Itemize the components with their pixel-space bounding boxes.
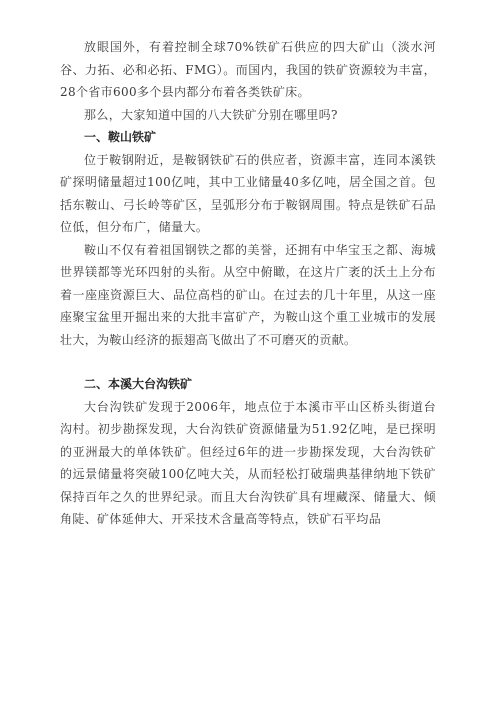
benxi-paragraph-1: 大台沟铁矿发现于2006年，地点位于本溪市平山区桥头街道台沟村。初步勘探发现，大台沟铁矿资源储量为51.92亿吨，是已探明的亚洲最大的单体铁矿。但经过6年的进一步勘探发现，大台沟铁矿的远景储量将突破100亿吨大关，从而轻松打破瑞典基律纳地下铁矿保持百年之久的世界纪录。而且大台沟铁矿具有埋藏深、储量大、倾角陡、矿体延伸大、开采技术含量高等特点，铁矿石平均品 — [60, 399, 436, 526]
intro-paragraph: 放眼国外，有着控制全球70%铁矿石供应的四大矿山（淡水河谷、力拓、必和必拓、FMG）。而国内，我国的铁矿资源较为丰富，28个省市600多个县内都分布着各类铁矿床。 — [60, 40, 436, 99]
anshan-paragraph-1: 位于鞍钢附近，是鞍钢铁矿石的供应者，资源丰富，连同本溪铁矿探明储量超过100亿吨，其中工业储量40多亿吨，居全国之首。包括东鞍山、弓长岭等矿区，呈弧形分布于鞍钢周围。特点是铁矿石品位低，但分布广，储量大。 — [60, 152, 436, 234]
question-paragraph: 那么，大家知道中国的八大铁矿分别在哪里吗? — [84, 107, 338, 122]
section-spacer — [60, 351, 436, 373]
section-heading-benxi: 二、本溪大台沟铁矿 — [84, 377, 193, 391]
anshan-paragraph-2: 鞍山不仅有着祖国钢铁之都的美誉，还拥有中华宝玉之都、海城世界镁都等光环四射的头衔。从空中俯瞰，在这片广袤的沃土上分布着一座座资源巨大、品位高档的矿山。在过去的几十年里，从这一座座聚宝盆里开掘出来的大批丰富矿产，为鞍山这个重工业城市的发展壮大，为鞍山经济的振翅高飞做出了不可磨灭的贡献。 — [60, 242, 436, 347]
section-heading-anshan: 一、鞍山铁矿 — [84, 130, 157, 144]
